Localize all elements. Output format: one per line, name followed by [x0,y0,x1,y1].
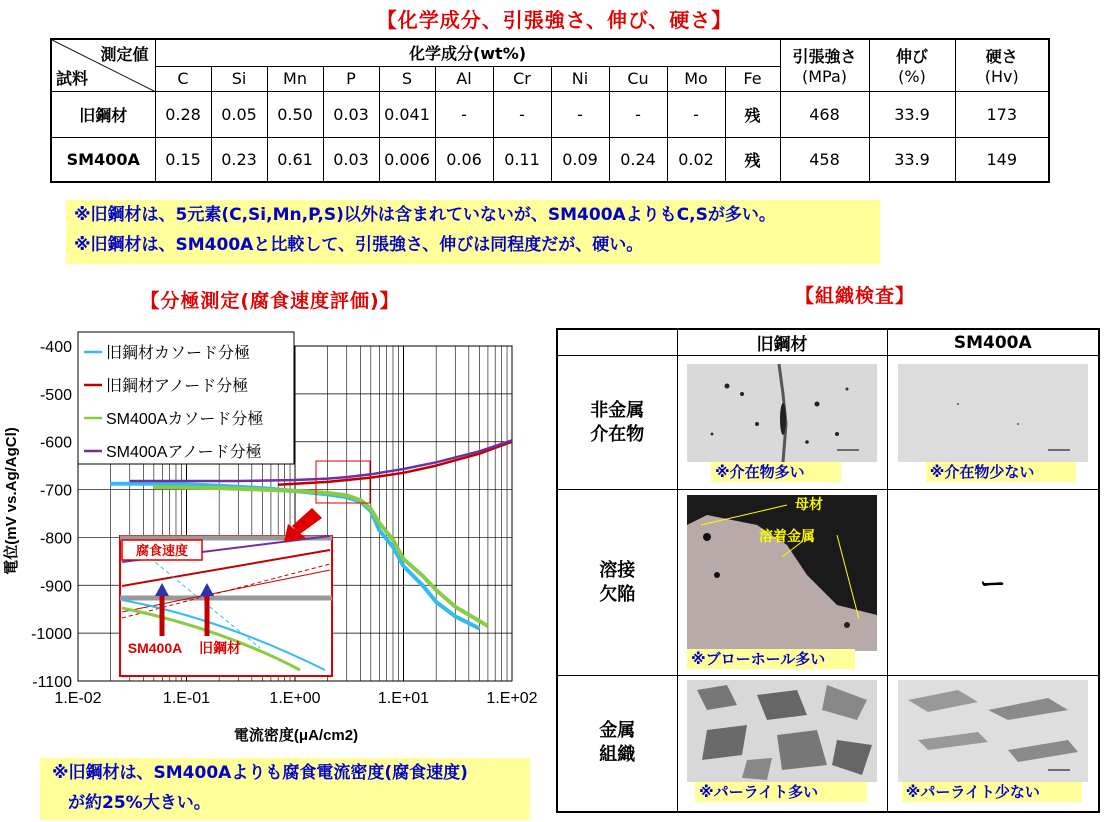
table-corner-cell [51,39,155,91]
polarization-chart [0,318,540,748]
chem-value: 残 [725,91,780,137]
chart-legend [78,332,294,464]
inset-marker-sm: SM400A [127,640,183,656]
hardness-header: 硬さ (Hv) [955,39,1049,91]
element-header: C [155,66,211,91]
micrograph-cell [677,490,887,676]
chem-value: 0.50 [267,91,323,137]
hardness-value: 149 [955,138,1049,182]
composition-table [50,38,1050,183]
chem-value: 0.28 [155,91,211,137]
inset-marker-old: 旧鋼材 [199,640,241,656]
chem-value: - [551,91,609,137]
chem-value: 0.09 [551,138,609,182]
micrograph-inclusion-sm [898,364,1088,482]
caption-structure-old: ※パーライト多い [695,782,867,802]
chem-value: 0.06 [435,138,493,182]
note-line: が約25%大きい。 [68,793,211,813]
elongation-value: 33.9 [869,138,955,182]
element-header: Mn [267,66,323,91]
x-axis-label: 電流密度(μA/cm2) [233,727,359,744]
tensile-value: 468 [780,91,869,137]
note-corrosion [40,758,530,820]
element-header: Ni [551,66,609,91]
section-title-composition: 【化学成分、引張強さ、伸び、硬さ】 [376,8,733,32]
table-row [51,91,1049,137]
micrograph-cell [887,356,1099,490]
element-header: S [379,66,435,91]
element-header: Fe [725,66,780,91]
micrograph-weld-old [687,495,877,671]
chem-value: 0.61 [267,138,323,182]
x-tick-label: 1.E+00 [269,690,321,707]
anno-weld-metal: 溶着金属 [759,527,815,544]
note-line: ※旧鋼材は、SM400Aと比較して、引張強さ、伸びは同程度だが、硬い。 [74,235,644,255]
chem-value: 0.02 [667,138,725,182]
chem-value: 0.05 [211,91,267,137]
legend-label: SM400Aアノード分極 [106,444,262,461]
micrograph-inclusion-old [687,364,877,482]
micrograph-image [898,364,1088,462]
element-header: P [323,66,379,91]
y-tick-label: -500 [39,386,72,404]
row-label-weld-defect: 溶接 欠陥 [557,490,677,676]
note-composition [66,200,880,264]
x-tick-label: 1.E-02 [54,690,102,707]
corner-label-measure: 測定値 [100,45,149,64]
x-tick-label: 1.E+02 [486,690,538,707]
x-tick-label: 1.E+01 [377,690,430,707]
tensile-header: 引張強さ (MPa) [780,39,869,91]
inset-label: 腐食速度 [135,543,189,558]
legend-label: SM400Aカソード分極 [106,411,264,428]
caption-weld-old: ※ブローホール多い [687,649,855,669]
y-tick-label: -1100 [32,674,72,691]
micrograph-image [687,364,877,462]
y-tick-label: -700 [39,482,72,500]
element-header: Al [435,66,493,91]
caption-structure-sm: ※パーライト少ない [902,782,1082,802]
micrograph-structure-sm [898,680,1088,806]
chem-value: 0.11 [493,138,551,182]
chem-value: 0.006 [379,138,435,182]
element-header: Si [211,66,267,91]
microstructure-table [556,328,1100,813]
hardness-value: 173 [955,91,1049,137]
chem-value: 0.24 [609,138,667,182]
chem-header: 化学成分(wt%) [155,39,780,66]
y-tick-label: -600 [39,434,72,452]
chart-svg [0,318,540,748]
element-header: Mo [667,66,725,91]
table-row [51,138,1049,182]
micrograph-image [687,495,877,651]
micrograph-structure-old [687,680,877,806]
chem-value: - [609,91,667,137]
corner-label-sample: 試料 [56,68,89,88]
y-tick-label: -900 [39,578,72,596]
row-label-metal-structure: 金属 組織 [557,676,677,812]
y-tick-label: -400 [39,339,72,356]
caption-inclusion-old: ※介在物多い [711,462,841,482]
chem-value: 0.23 [211,138,267,182]
col-header-old-steel: 旧鋼材 [677,329,887,356]
sample-name: 旧鋼材 [51,91,155,137]
row-label-inclusion: 非金属 介在物 [557,356,677,490]
chem-value: 0.15 [155,138,211,182]
y-axis-label: 電位(mV vs.Ag/AgCl) [3,427,20,575]
weld-sm-empty: ー [887,490,1099,676]
element-header: Cr [493,66,551,91]
legend-label: 旧鋼材アノード分極 [106,378,249,395]
micrograph-image [898,680,1088,782]
section-title-polarization: 【分極測定(腐食速度評価)】 [140,290,400,312]
micrograph-cell [677,356,887,490]
micrograph-image [687,680,877,782]
x-tick-label: 1.E-01 [162,690,211,707]
table-row [557,490,1099,676]
note-line: ※旧鋼材は、SM400Aよりも腐食電流密度(腐食速度) [52,763,468,783]
table-row [557,676,1099,812]
chem-value: - [667,91,725,137]
chem-value: 0.03 [323,138,379,182]
table-row [557,356,1099,490]
blank-header [557,329,677,356]
tensile-value: 458 [780,138,869,182]
chem-value: - [435,91,493,137]
element-header: Cu [609,66,667,91]
elongation-value: 33.9 [869,91,955,137]
sample-name: SM400A [51,138,155,182]
caption-inclusion-sm: ※介在物少ない [926,462,1076,482]
chem-value: - [493,91,551,137]
chem-value: 0.03 [323,91,379,137]
section-title-microstructure: 【組織検査】 [794,285,915,307]
legend-label: 旧鋼材カソード分極 [106,345,251,362]
chem-value: 残 [725,138,780,182]
micrograph-cell [677,676,887,812]
note-line: ※旧鋼材は、5元素(C,Si,Mn,P,S)以外は含まれていないが、SM400AよりもC,Sが多い。 [74,205,776,225]
y-tick-label: -1000 [31,626,72,644]
anno-base-metal: 母材 [795,495,823,512]
elongation-header: 伸び (%) [869,39,955,91]
micrograph-cell [887,676,1099,812]
col-header-sm400a: SM400A [887,329,1099,356]
chem-value: 0.041 [379,91,435,137]
y-tick-label: -800 [39,530,72,548]
